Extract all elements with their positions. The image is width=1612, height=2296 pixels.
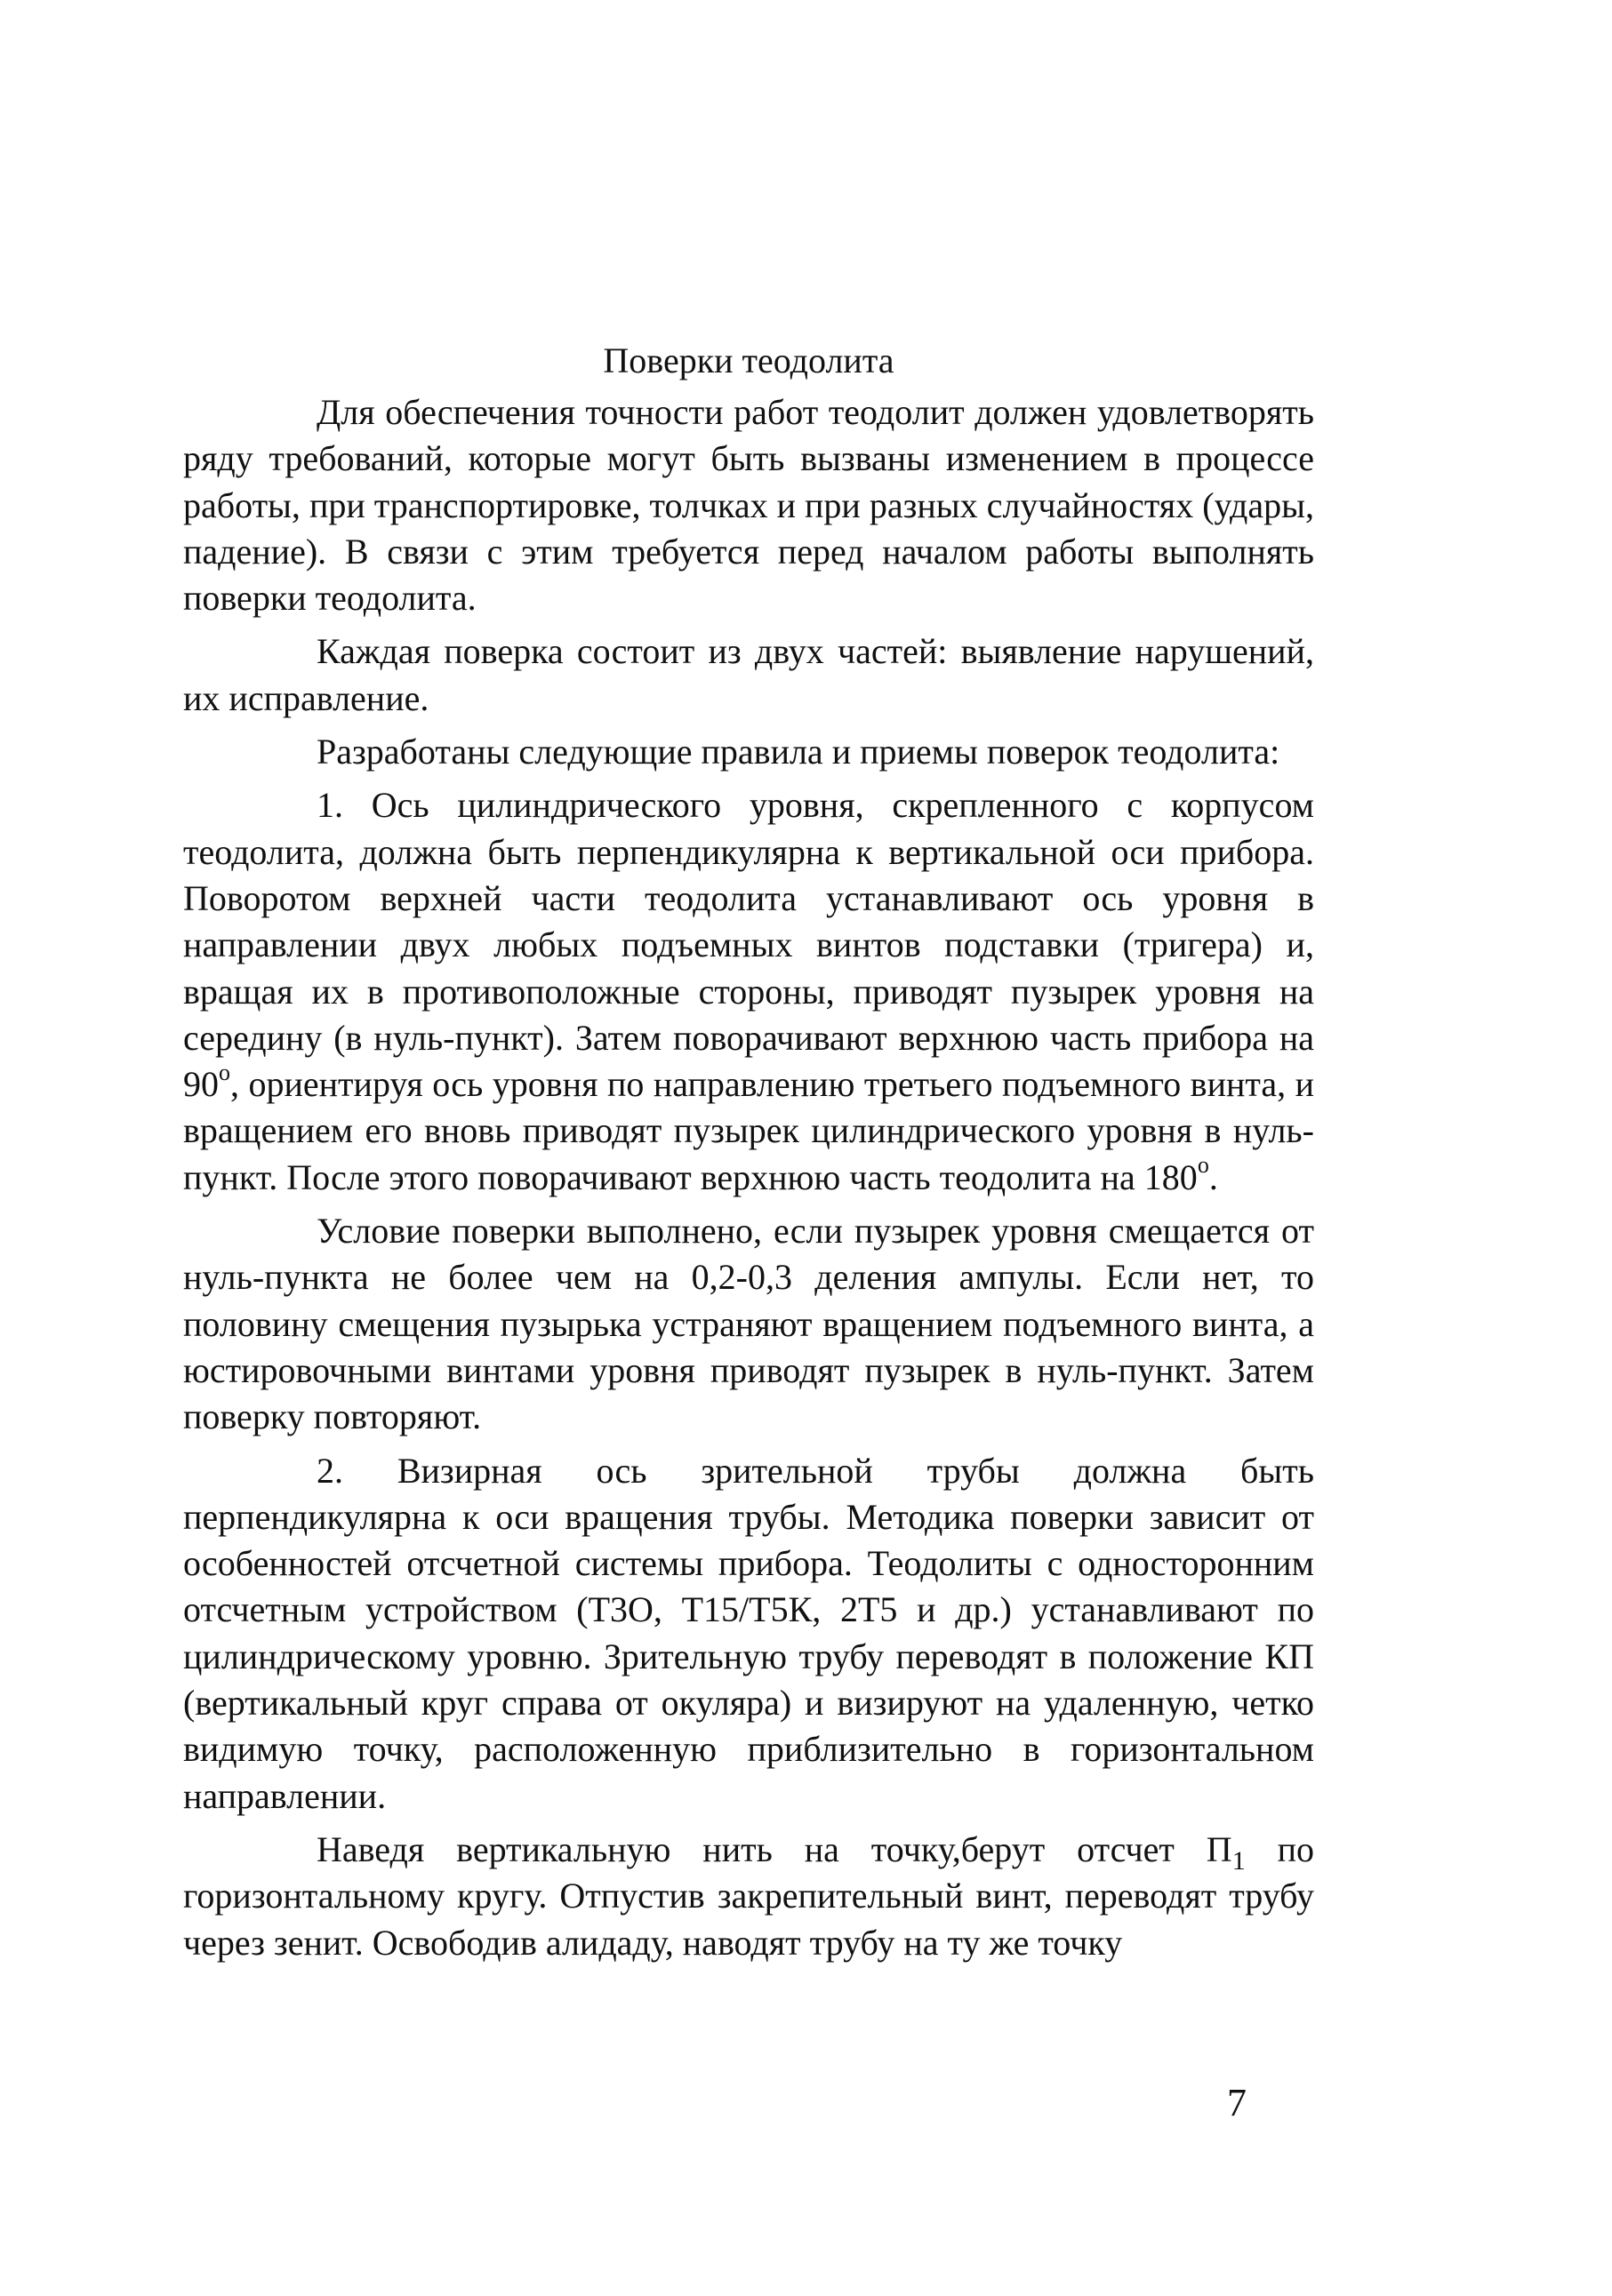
paragraph-item-1 (183, 782, 1314, 1201)
page-number: 7 (1227, 2081, 1247, 2124)
reading-text-a: Наведя вертикальную нить на точку,берут отсчет П (317, 1828, 1232, 1869)
paragraph-check-parts: Каждая поверка состоит из двух частей: выявление нарушений, их исправление. (183, 631, 1314, 718)
item-1-text-a: 1. Ось цилиндрического уровня, скрепленного с корпусом теодолита, должна быть перпендикулярна к вертикальной оси прибора. Поворотом верхней части теодолита устанавливают ось уровня в направлении двух любых подъемных винтов подставки (тригера) и, вращая их в противоположные стороны, приводят пузырек уровня на середину (в нуль-пункт). Затем поворачивают верхнюю часть прибора на 90 (183, 785, 1314, 1105)
reading-text-b: по горизонтальному кругу. Отпустив закрепительный винт, переводят трубу через зенит. Освободив алидаду, наводят трубу на ту же точку (183, 1828, 1315, 1963)
paragraph-condition: Условие поверки выполнено, если пузырек уровня смещается от нуль-пункта не более чем на 0,2-0,3 деления ампулы. Если нет, то половину смещения пузырька устраняют вращением подъемного винта, а юстировочными винтами уровня приводят пузырек в нуль-пункт. Затем поверку повторяют. (183, 1211, 1314, 1437)
paragraph-item-2: 2. Визирная ось зрительной трубы должна быть перпендикулярна к оси вращения трубы. Методика поверки зависит от особенностей отсчетной системы прибора. Теодолиты с односторонним отсчетным устройством (Т3О, Т15/Т5К, 2Т5 и др.) устанавливают по цилиндрическому уровню. Зрительную трубу переводят в положение КП (вертикальный круг справа от окуляра) и визируют на удаленную, четко видимую точку, расположенную приблизительно в горизонтальном направлении. (183, 1450, 1314, 1816)
paragraph-intro: Для обеспечения точности работ теодолит должен удовлетворять ряду требований, которые могут быть вызваны изменением в процессе работы, при транспортировке, толчках и при разных случайностях (удары, падение). В связи с этим требуется перед началом работы выполнять поверки теодолита. (183, 392, 1314, 619)
paragraph-reading (183, 1827, 1314, 1966)
page-title: Поверки теодолита (603, 340, 894, 380)
paragraph-rules-intro: Разработаны следующие правила и приемы поверок теодолита: (317, 732, 1280, 772)
item-1-text-c: . (1208, 1156, 1218, 1197)
document-page (183, 336, 1314, 1973)
degree-sign: о (219, 1059, 230, 1085)
item-1-text-b: , ориентируя ось уровня по направлению третьего подъемного винта, и вращением его вновь приводят пузырек цилиндрического уровня в нуль-пункт. После этого поворачивают верхнюю часть теодолита на 180 (183, 1064, 1314, 1197)
subscript-index: 1 (1231, 1845, 1246, 1876)
degree-sign: о (1197, 1152, 1209, 1179)
